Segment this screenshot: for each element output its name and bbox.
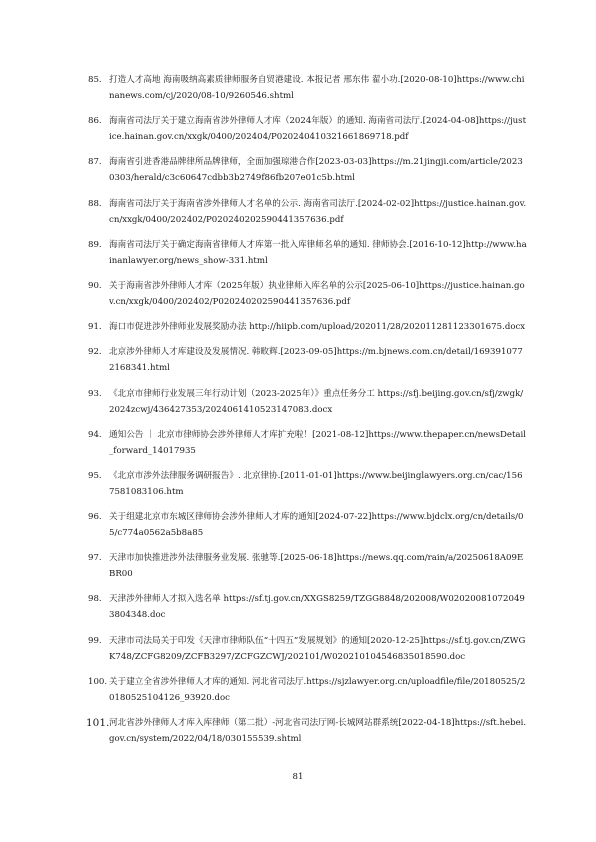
reference-text: 关于海南省涉外律师人才库（2025年版）执业律师入库名单的公示[2025-06-10]https://justice.hainan.gov.cn/xxgk/0400/202402/P020240202590441357636.pdf bbox=[109, 280, 525, 307]
reference-list bbox=[88, 72, 528, 756]
reference-text: 天津涉外律师人才拟入选名单 https://sf.tj.gov.cn/XXGS8259/TZGG8848/202008/W020200810720493804348.doc bbox=[109, 594, 525, 621]
reference-item bbox=[88, 509, 528, 541]
reference-number: 98. bbox=[88, 594, 102, 605]
reference-text: 关于组建北京市东城区律师协会涉外律师人才库的通知[2024-07-22]https://www.bjdclx.org/cn/details/05/c774a0562a5b8a85 bbox=[109, 512, 524, 539]
reference-number: 100. bbox=[88, 676, 108, 687]
reference-number: 93. bbox=[88, 388, 102, 399]
reference-text: 北京涉外律师人才库建设及发展情况. 韩畋辉.[2023-09-05]https://m.bjnews.com.cn/detail/1693910772168341.html bbox=[109, 347, 523, 374]
reference-text: 海口市促进涉外律师业发展奖励办法 http://hiipb.com/upload/202011/28/202011281123301675.docx bbox=[109, 322, 526, 333]
reference-text: 天津市司法局关于印发《天津市律师队伍“十四五”发展规划》的通知[2020-12-25]https://sf.tj.gov.cn/ZWGK748/ZCFG8209/ZCFB3297/ZCFGZCWJ/202101/W020210104546835018590.doc bbox=[109, 635, 526, 662]
reference-number: 86. bbox=[88, 116, 102, 127]
reference-text: 打造人才高地 海南吸纳高素质律师服务自贸港建设. 本报记者 邢东伟 翟小功.[2020-08-10]https://www.chinanews.com/cj/2020/08-10/9260546.shtml bbox=[109, 75, 525, 101]
reference-text: 河北省涉外律师人才库入库律师（第二批）-河北省司法厅网-长城网站群系统[2022-04-18]https://sft.hebei.gov.cn/system/2022/04/18/030155539.shtml bbox=[109, 718, 527, 744]
reference-item bbox=[88, 674, 528, 706]
reference-text: 天津市加快推进涉外法律服务业发展. 张驰等.[2025-06-18]https://news.qq.com/rain/a/20250618A09EBR00 bbox=[109, 553, 524, 580]
reference-number: 92. bbox=[88, 347, 102, 358]
reference-item bbox=[88, 113, 528, 145]
reference-text: 海南省司法厅关于建立海南省涉外律师人才库（2024年版）的通知. 海南省司法厅.[2024-04-08]https://justice.hainan.gov.cn/xxgk/0400/202404/P020240410321661869718.pdf bbox=[109, 116, 527, 143]
reference-item bbox=[88, 154, 528, 186]
reference-number: 101. bbox=[86, 717, 110, 729]
reference-item bbox=[88, 591, 528, 623]
reference-number: 89. bbox=[88, 239, 102, 250]
reference-text: 《北京市律师行业发展三年行动计划（2023-2025年）》重点任务分工 https://sfj.beijing.gov.cn/sfj/zwgk/2024zcwj/436427353/2024061410523147083.docx bbox=[109, 388, 524, 415]
reference-number: 88. bbox=[88, 198, 102, 209]
reference-item bbox=[88, 386, 528, 418]
reference-item bbox=[88, 344, 528, 376]
reference-text: 《北京市涉外法律服务调研报告》. 北京律协.[2011-01-01]https://www.beijinglawyers.org.cn/cac/1567581083106.htm bbox=[109, 470, 523, 497]
reference-item bbox=[88, 196, 528, 228]
reference-item bbox=[88, 427, 528, 459]
reference-number: 95. bbox=[88, 470, 102, 481]
reference-item bbox=[88, 468, 528, 500]
reference-text: 关于建立全省涉外律师人才库的通知. 河北省司法厅.https://sjzlawyer.org.cn/uploadfile/file/20180525/20180525104126_93920.doc bbox=[109, 676, 526, 703]
reference-text: 海南省司法厅关于海南省涉外律师人才名单的公示. 海南省司法厅.[2024-02-02]https://justice.hainan.gov.cn/xxgk/0400/202402/P020240202590441357636.pdf bbox=[109, 198, 527, 225]
reference-number: 87. bbox=[88, 157, 102, 168]
reference-text: 海南省引进香港品牌律所品牌律师，全面加强琼港合作[2023-03-03]https://m.21jingji.com/article/20230303/herald/c3c60647cdbb3b2749f86fb207e01c5b.html bbox=[109, 157, 523, 184]
reference-text: 海南省司法厅关于确定海南省律师人才库第一批入库律师名单的通知. 律师协会.[2016-10-12]http://www.hainanlawyer.org/news_show-331.html bbox=[109, 239, 527, 266]
reference-item bbox=[88, 319, 528, 335]
reference-item bbox=[88, 278, 528, 310]
reference-number: 96. bbox=[88, 512, 102, 523]
reference-number: 90. bbox=[88, 280, 102, 291]
reference-item bbox=[88, 237, 528, 269]
reference-number: 91. bbox=[88, 322, 102, 333]
reference-number: 99. bbox=[88, 635, 102, 646]
reference-item bbox=[88, 633, 528, 665]
reference-number: 85. bbox=[88, 75, 102, 85]
reference-text: 通知公告 ｜ 北京市律师协会涉外律师人才库扩充啦！[2021-08-12]https://www.thepaper.cn/newsDetail_forward_14017935 bbox=[109, 429, 527, 456]
reference-item bbox=[88, 715, 528, 747]
reference-number: 97. bbox=[88, 553, 102, 564]
reference-item bbox=[88, 72, 528, 104]
reference-number: 94. bbox=[88, 429, 102, 440]
page-number: 81 bbox=[292, 772, 304, 782]
reference-item bbox=[88, 550, 528, 582]
